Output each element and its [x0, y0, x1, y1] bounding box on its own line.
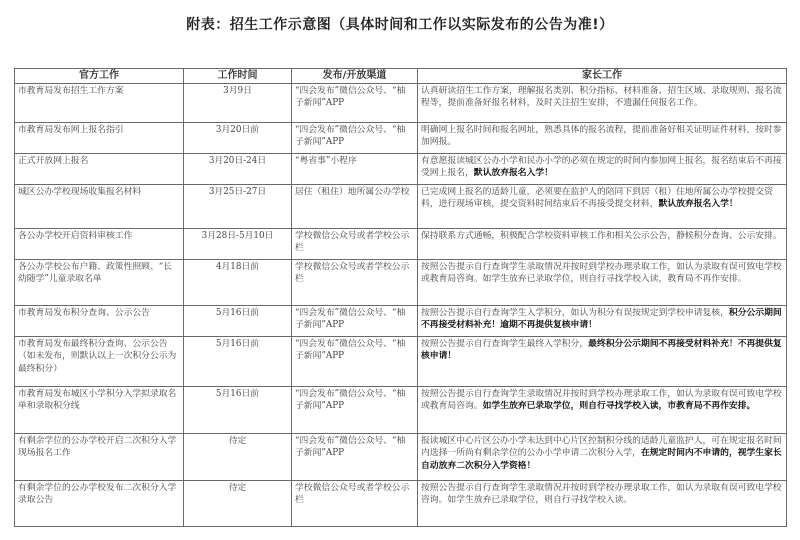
table-row — [15, 260, 787, 306]
parent-work-cell — [418, 434, 787, 481]
parent-work-text: 有意愿报读城区公办小学和民办小学的必须在规定的时间内参加网上报名，报名结束后不再接受网上报名， — [421, 156, 782, 179]
official-work-cell: 各公办学校开启资料审核工作 — [15, 229, 184, 260]
header-release-channel: 发布/开放渠道 — [292, 69, 418, 84]
parent-work-cell — [418, 185, 787, 229]
channel-cell: “四会发布”微信公众号、“柚子新闻”APP — [292, 337, 418, 387]
official-work-cell: 市教育局发布城区小学积分入学拟录取名单和录取积分线 — [15, 387, 184, 434]
table-row — [15, 306, 787, 337]
table-row — [15, 154, 787, 185]
table-row — [15, 185, 787, 229]
official-work-cell: 市教育局发布最终积分查询、公示公告（如未发布，则默认以上一次积分公示为最终积分） — [15, 337, 184, 387]
channel-cell: 学校微信公众号或者学校公示栏 — [292, 260, 418, 306]
channel-cell: “四会发布”微信公众号、“柚子新闻”APP — [292, 387, 418, 434]
parent-work-cell — [418, 154, 787, 185]
parent-work-emphasis: 默认放弃报名入学！ — [473, 168, 553, 179]
table-row — [15, 337, 787, 387]
parent-work-cell — [418, 260, 787, 306]
parent-work-emphasis: 在规定时间内不申请的，视学生家长自动放弃二次积分入学资格！ — [421, 448, 782, 471]
parent-work-cell — [418, 337, 787, 387]
parent-work-emphasis: 最终积分公示期间不再接受材料补充！不再提供复核申请！ — [421, 339, 782, 362]
parent-work-cell — [418, 229, 787, 260]
parent-work-cell — [418, 84, 787, 123]
header-official-work: 官方工作 — [15, 69, 184, 84]
parent-work-text: 按照公告提示自行查询学生录取情况并按时到学校办理录取工作，如认为录取有误可致电学校或教育局咨询。 — [421, 389, 782, 412]
official-work-cell: 有剩余学位的公办学校发布二次积分入学录取公告 — [15, 481, 184, 527]
channel-cell: 居住（租住）地所属公办学校 — [292, 185, 418, 229]
work-time-cell: 3月25日-27日 — [184, 185, 292, 229]
work-time-cell: 5月16日前 — [184, 387, 292, 434]
work-time-cell: 3月28日-5月10日 — [184, 229, 292, 260]
work-time-cell: 5月16日前 — [184, 337, 292, 387]
schedule-table — [14, 68, 787, 527]
work-time-cell: 3月20日前 — [184, 123, 292, 154]
work-time-cell: 待定 — [184, 481, 292, 527]
channel-cell: “四会发布”微信公众号、“柚子新闻”APP — [292, 306, 418, 337]
parent-work-text: 按照公告提示自行查询学生最终入学积分， — [421, 339, 589, 349]
parent-work-text: 明确网上报名时间和报名网址，熟悉具体的报名流程，提前准备好相关证明证件材料，按时参加网报。 — [421, 125, 782, 148]
work-time-cell: 5月16日前 — [184, 306, 292, 337]
parent-work-emphasis: 如学生放弃已录取学位，则自行寻找学校入读，市教育局不再作安排。 — [482, 401, 756, 412]
table-row — [15, 123, 787, 154]
channel-cell: “四会发布”微信公众号、“柚子新闻”APP — [292, 84, 418, 123]
parent-work-cell — [418, 481, 787, 527]
channel-cell: 学校微信公众号或者学校公示栏 — [292, 229, 418, 260]
work-time-cell: 3月20日-24日 — [184, 154, 292, 185]
official-work-cell: 市教育局发布积分查询、公示公告 — [15, 306, 184, 337]
table-row — [15, 84, 787, 123]
header-parent-work: 家长工作 — [418, 69, 787, 84]
channel-cell: 学校微信公众号或者学校公示栏 — [292, 481, 418, 527]
official-work-cell: 各公办学校公布户籍、政策性照顾、“长幼随学”儿童录取名单 — [15, 260, 184, 306]
header-work-time: 工作时间 — [184, 69, 292, 84]
official-work-cell: 城区公办学校现场收集报名材料 — [15, 185, 184, 229]
official-work-cell: 市教育局发布网上报名指引 — [15, 123, 184, 154]
parent-work-text: 保持联系方式通畅，积极配合学校资料审核工作和相关公示公告，静候积分查询、公示安排。 — [421, 231, 782, 241]
work-time-cell: 待定 — [184, 434, 292, 481]
parent-work-cell — [418, 387, 787, 434]
table-header-row — [15, 69, 787, 84]
page-title: 附表：招生工作示意图（具体时间和工作以实际发布的公告为准!） — [186, 17, 614, 33]
work-time-cell: 3月9日 — [184, 84, 292, 123]
official-work-cell: 市教育局发布招生工作方案 — [15, 84, 184, 123]
parent-work-cell — [418, 306, 787, 337]
parent-work-text: 认真研读招生工作方案，理解报名类别、积分指标、材料准备、招生区域、录取规则、报名流程等，提前准备好报名材料，及时关注招生安排，不遗漏任何报名工作。 — [421, 86, 782, 109]
channel-cell: “粤省事”小程序 — [292, 154, 418, 185]
official-work-cell: 有剩余学位的公办学校开启二次积分入学现场报名工作 — [15, 434, 184, 481]
table-row — [15, 434, 787, 481]
parent-work-cell — [418, 123, 787, 154]
channel-cell: “四会发布”微信公众号、“柚子新闻”APP — [292, 434, 418, 481]
table-row — [15, 481, 787, 527]
parent-work-text: 按照公告提示自行查询学生录取情况并按时到学校办理录取工作，如认为录取有误可致电学校咨询。如学生放弃已录取学位，则自行寻找学校入读。 — [421, 483, 782, 506]
parent-work-text: 按照公告提示自行查询学生入学积分，如认为积分有误按规定到学校申请复核， — [421, 308, 729, 318]
parent-work-text: 已完成网上报名的适龄儿童，必须要在监护人的陪同下到居（租）住地所属公办学校提交资料，进行现场审核，提交资料时间结束后不再接受提交材料， — [421, 187, 773, 210]
channel-cell: “四会发布”微信公众号、“柚子新闻”APP — [292, 123, 418, 154]
work-time-cell: 4月18日前 — [184, 260, 292, 306]
official-work-cell: 正式开放网上报名 — [15, 154, 184, 185]
parent-work-emphasis: 积分公示期间不再接受材料补充！逾期不再提供复核申请！ — [421, 308, 782, 331]
parent-work-emphasis: 默认放弃报名入学！ — [658, 199, 738, 210]
parent-work-text: 报读城区中心片区公办小学未达到中心片区控制积分线的适龄儿童监护人，可在规定报名时间内选择一所尚有剩余学位的公办小学申请二次积分入学， — [421, 436, 782, 459]
table-row — [15, 387, 787, 434]
table-row — [15, 229, 787, 260]
parent-work-text: 按照公告提示自行查询学生录取情况并按时到学校办理录取工作，如认为录取有误可致电学校或教育局咨询。如学生放弃已录取学位，则自行寻找学校入读，教育局不再作安排。 — [421, 262, 782, 285]
